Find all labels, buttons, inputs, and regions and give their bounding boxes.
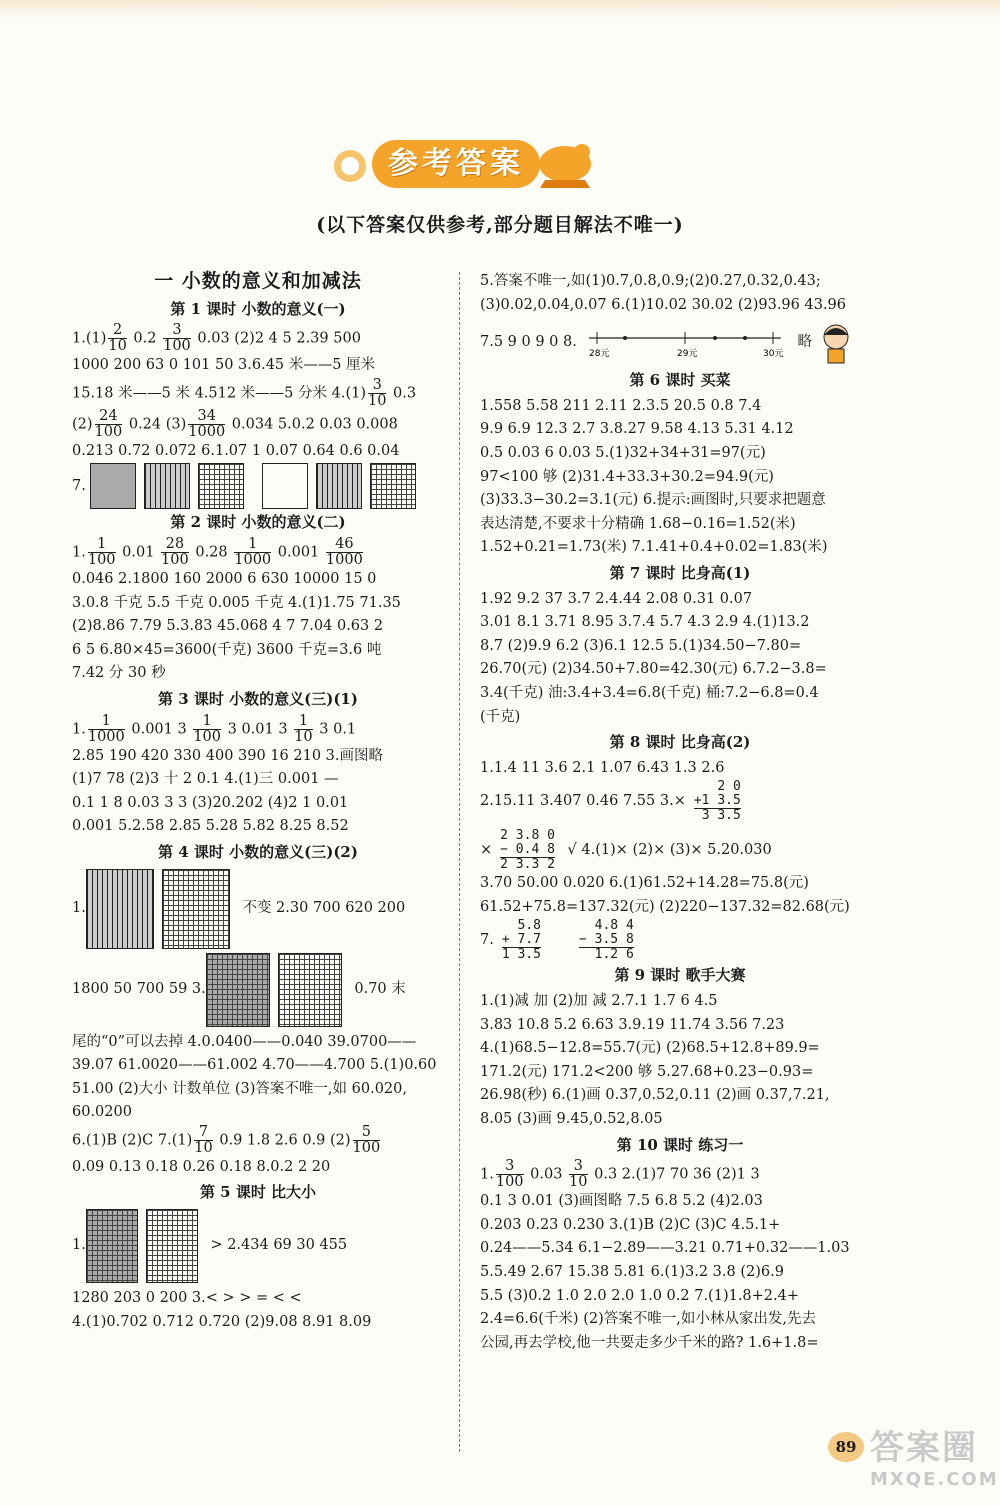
answer-line: 1. $\frac{1}{1000}$ 0.001 3 $\frac{1}{100}$ 3 0.01 3 $\frac{1}{10}$ 3 0.1 xyxy=(72,712,357,745)
right-column xyxy=(480,270,880,1355)
answer-line: 39.07 61.0020——61.002 4.70——4.700 5.(1)0.60 xyxy=(72,1057,437,1074)
answer-line: 3.0.8 千克 5.5 千克 0.005 千克 4.(1)1.75 71.35 xyxy=(72,594,401,611)
banner-title: 参考答案 xyxy=(372,140,540,188)
answer-line: 公园,再去学校,他一共要走多少千米的路? 1.6+1.8= xyxy=(480,1334,819,1351)
subtitle: (以下答案仅供参考,部分题目解法不唯一) xyxy=(316,214,684,236)
answer-line: 26.98(秒) 6.(1)画 0.37,0.52,0.11 (2)画 0.37,7.21, xyxy=(480,1087,830,1104)
vertical-calculation: 2 3.8 0 − 0.4 8 2 3.3 2 xyxy=(500,828,555,873)
answer-line: 2.4=6.6(千米) (2)答案不唯一,如小林从家出发,先去 xyxy=(480,1311,816,1328)
answer-line: 171.2(元) 171.2<200 够 5.27.68+0.23−0.93= xyxy=(480,1063,814,1080)
cartoon-girl-icon xyxy=(816,321,856,365)
numline-label: 29元 xyxy=(676,349,698,360)
answer-line: 0.1 1 8 0.03 3 3 (3)20.202 (4)2 1 0.01 xyxy=(72,794,349,811)
watermark-url: MXQE.COM xyxy=(870,1469,999,1490)
lesson-title: 第 5 课时 比大小 xyxy=(199,1183,317,1202)
answer-line: 3.4(千克) 油:3.4+3.4=6.8(千克) 桶:7.2−6.8=0.4 xyxy=(480,684,819,701)
answer-line: (2)8.86 7.79 5.3.83 45.068 4 7 7.04 0.63 2 xyxy=(72,618,384,635)
grid-figure xyxy=(90,463,136,509)
answer-line: 6.(1)B (2)C 7.(1) $\frac{7}{10}$ 0.9 1.8 2.6 0.9 (2) $\frac{5}{100}$ xyxy=(72,1123,381,1156)
answer-line: 97<100 够 (2)31.4+33.3+30.2=94.9(元) xyxy=(480,468,774,485)
answer-line: 6 5 6.80×45=3600(千克) 3600 千克=3.6 吨 xyxy=(72,641,382,658)
answer-line: 4.(1)0.702 0.712 0.720 (2)9.08 8.91 8.09 xyxy=(72,1313,372,1330)
grid-figure xyxy=(278,953,342,1027)
answer-line: (2) $\frac{24}{100}$ 0.24 (3) $\frac{34}{1000}$ 0.034 5.0.2 0.03 0.008 xyxy=(72,407,398,440)
lesson-title: 第 10 课时 练习一 xyxy=(616,1135,744,1154)
answer-line: 1.558 5.58 211 2.11 2.3.5 20.5 0.8 7.4 xyxy=(480,397,762,414)
answer-line: 3.70 50.00 0.020 6.(1)61.52+14.28=75.8(元) xyxy=(480,875,809,892)
watermark-main: 答案圈 xyxy=(870,1428,978,1468)
grid-figures: 7. xyxy=(72,463,444,509)
grid-figure-blank xyxy=(262,463,308,509)
answer-line: 1280 203 0 200 3.< > > = < < xyxy=(72,1290,302,1307)
answer-line: 9.9 6.9 12.3 2.7 3.8.27 9.58 4.13 5.31 4.12 xyxy=(480,421,794,438)
answer-line: (千克) xyxy=(480,708,521,725)
answer-line: (3)0.02,0.04,0.07 6.(1)10.02 30.02 (2)93.96 43.96 xyxy=(480,296,847,313)
answer-line: 1.(1)减 加 (2)加 减 2.7.1 1.7 6 4.5 xyxy=(480,993,718,1010)
lesson-title: 第 1 课时 小数的意义(一) xyxy=(170,299,346,318)
answer-line: 3.01 8.1 3.71 8.95 3.7.4 5.7 4.3 2.9 4.(1)13.2 xyxy=(480,614,810,631)
lesson-title: 第 8 课时 比身高(2) xyxy=(609,733,751,752)
answer-line: 0.24——5.34 6.1−2.89——3.21 0.71+0.32——1.03 xyxy=(480,1240,850,1257)
answer-line: 2.15.11 3.407 0.46 7.55 3.× 2 0 +1 3.5 3 3.5 xyxy=(480,779,741,824)
answer-line: 尾的“0”可以去掉 4.0.0400——0.040 39.0700—— xyxy=(72,1033,417,1050)
answer-line: 0.046 2.1800 160 2000 6 630 10000 15 0 xyxy=(72,570,377,587)
grid-figure xyxy=(198,463,244,509)
answer-line: 表达清楚,不要求十分精确 1.68−0.16=1.52(米) xyxy=(480,515,796,532)
grid-figure xyxy=(86,1209,138,1283)
number-line xyxy=(585,326,785,360)
answer-line: 15.18 米——5 米 4.512 米——5 分米 4.(1) $\frac{3}{10}$ 0.3 xyxy=(72,376,417,409)
lesson-title: 第 3 课时 小数的意义(三)(1) xyxy=(158,689,358,708)
answer-line: 0.1 3 0.01 (3)画图略 7.5 6.8 5.2 (4)2.03 xyxy=(480,1193,763,1210)
answer-line: 8.05 (3)画 9.45,0.52,8.05 xyxy=(480,1111,663,1128)
vertical-calculation: 4.8 4 − 3.5 8 1.2 6 xyxy=(578,918,634,963)
answer-line: 0.213 0.72 0.072 6.1.07 1 0.07 0.64 0.6 0.04 xyxy=(72,442,400,459)
answer-line: (1)7 78 (2)3 十 2 0.1 4.(1)三 0.001 — xyxy=(72,771,339,788)
answer-line: 8.7 (2)9.9 6.2 (3)6.1 12.5 5.(1)34.50−7.80= xyxy=(480,637,802,654)
answer-line: 1. 不变 2.30 700 620 200 xyxy=(72,869,444,949)
grid-figure xyxy=(144,463,190,509)
vertical-calculation: 2 0 +1 3.5 3 3.5 xyxy=(693,779,741,824)
answer-line: 26.70(元) (2)34.50+7.80=42.30(元) 6.7.2−3.8= xyxy=(480,661,827,678)
answer-line: 1. > 2.434 69 30 455 xyxy=(72,1209,444,1283)
answer-line: 1.(1) $\frac{2}{10}$ 0.2 $\frac{3}{100}$ 0.03 (2)2 4 5 2.39 500 xyxy=(72,322,361,355)
vertical-calculation: 5.8 + 7.7 1 3.5 xyxy=(501,918,541,963)
left-column xyxy=(72,270,444,1334)
answer-line: 5.答案不唯一,如(1)0.7,0.8,0.9;(2)0.27,0.32,0.43; xyxy=(480,273,821,289)
unit-title: 一 小数的意义和加减法 xyxy=(154,270,362,292)
answer-line: 1.52+0.21=1.73(米) 7.1.41+0.4+0.02=1.83(米) xyxy=(480,539,828,556)
answer-line: 1000 200 63 0 101 50 3.6.45 米——5 厘米 xyxy=(72,357,376,374)
lesson-title: 第 6 课时 买菜 xyxy=(629,371,731,390)
answer-line: × 2 3.8 0 − 0.4 8 2 3.3 2 √ 4.(1)× (2)× (3)× 5.20.030 xyxy=(480,828,772,873)
answer-line: 1. $\frac{1}{100}$ 0.01 $\frac{28}{100}$ 0.28 $\frac{1}{1000}$ 0.001 $\frac{46}{1000}$ xyxy=(72,535,363,568)
answer-line: 7.5 9 0 9 0 8. 28元 29元 30元 略 xyxy=(480,321,880,365)
answer-line: 60.0200 xyxy=(72,1104,132,1121)
answer-line: 2.85 190 420 330 400 390 16 210 3.画图略 xyxy=(72,747,383,764)
lesson-title: 第 9 课时 歌手大赛 xyxy=(614,966,746,985)
answer-line: 51.00 (2)大小 计数单位 (3)答案不唯一,如 60.020, xyxy=(72,1080,407,1097)
answer-line: 0.09 0.13 0.18 0.26 0.18 8.0.2 2 20 xyxy=(72,1158,331,1175)
top-band xyxy=(0,0,1000,18)
answer-line: 7. 5.8 + 7.7 1 3.5 4.8 4 − 3.5 8 1.2 6 xyxy=(480,918,634,963)
answer-line: 7.42 分 30 秒 xyxy=(72,665,166,682)
answer-line: (3)33.3−30.2=3.1(元) 6.提示:画图时,只要求把题意 xyxy=(480,492,826,509)
page-number: 89 xyxy=(828,1432,864,1462)
answer-line: 1800 50 700 59 3. 0.70 末 xyxy=(72,953,444,1027)
column-divider xyxy=(459,272,460,1452)
answer-line: 0.203 0.23 0.230 3.(1)B (2)C (3)C 4.5.1+ xyxy=(480,1216,781,1233)
answer-line: 5.5 (3)0.2 1.0 2.0 2.0 1.0 0.2 7.(1)1.8+2.4+ xyxy=(480,1287,800,1304)
grid-figure xyxy=(316,463,362,509)
numline-label: 30元 xyxy=(762,349,784,360)
grid-figure xyxy=(162,869,230,949)
answer-line: 61.52+75.8=137.32(元) (2)220−137.32=82.68(元) xyxy=(480,898,850,915)
answer-banner xyxy=(330,136,600,194)
lesson-title: 第 4 课时 小数的意义(三)(2) xyxy=(158,842,358,861)
numline-label: 28元 xyxy=(588,349,610,360)
answer-line: 1.1.4 11 3.6 2.1 1.07 6.43 1.3 2.6 xyxy=(480,759,725,776)
grid-figure xyxy=(370,463,416,509)
grid-figure xyxy=(86,869,154,949)
grid-figure xyxy=(206,953,270,1027)
answer-line: 5.5.49 2.67 15.38 5.81 6.(1)3.2 3.8 (2)6.9 xyxy=(480,1264,784,1280)
answer-line: 0.001 5.2.58 2.85 5.28 5.82 8.25 8.52 xyxy=(72,818,349,835)
grid-figure xyxy=(146,1209,198,1283)
answer-line: 3.83 10.8 5.2 6.63 3.9.19 11.74 3.56 7.23 xyxy=(480,1016,785,1033)
answer-line: 4.(1)68.5−12.8=55.7(元) (2)68.5+12.8+89.9= xyxy=(480,1040,820,1057)
lesson-title: 第 7 课时 比身高(1) xyxy=(609,563,751,582)
lesson-title: 第 2 课时 小数的意义(二) xyxy=(170,513,346,532)
answer-line: 0.5 0.03 6 0.03 5.(1)32+34+31=97(元) xyxy=(480,444,766,461)
answer-line: 1.92 9.2 37 3.7 2.4.44 2.08 0.31 0.07 xyxy=(480,590,753,607)
watermark xyxy=(870,1420,1000,1505)
answer-line: 1. $\frac{3}{100}$ 0.03 $\frac{3}{10}$ 0.3 2.(1)7 70 36 (2)1 3 xyxy=(480,1158,760,1191)
